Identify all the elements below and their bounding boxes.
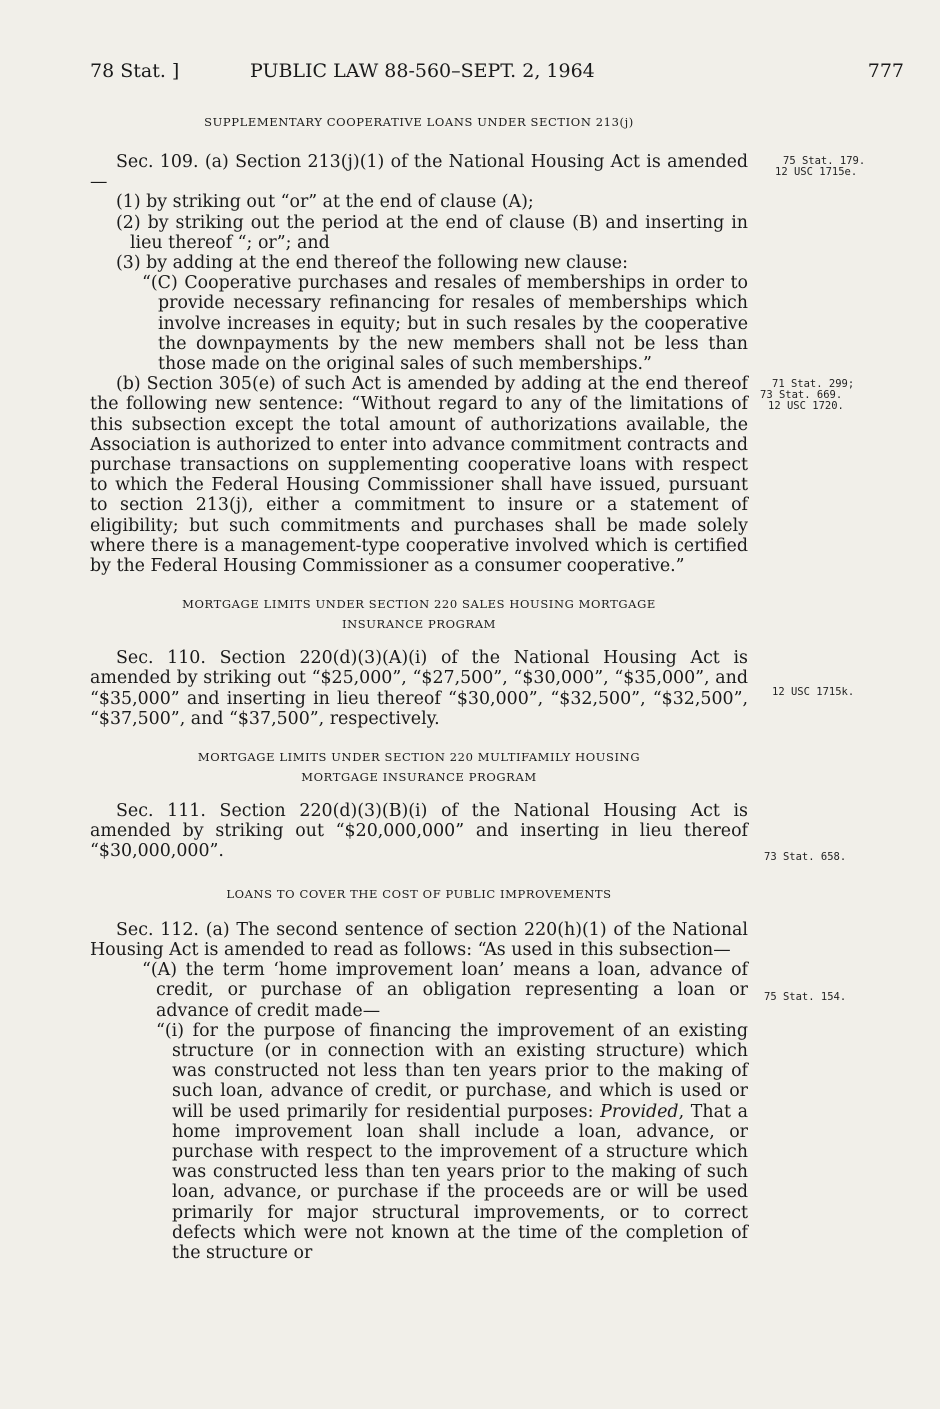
heading-line: INSURANCE PROGRAM — [341, 617, 496, 632]
sec-112-A: “(A) the term ‘home improvement loan’ means a loan, advance of credit, or purchase of an obligation representing a loan or advance of credit made— — [142, 960, 748, 1021]
page-number: 777 — [867, 60, 904, 82]
section-heading-220-multifamily — [90, 747, 748, 787]
margin-note-109b — [760, 379, 854, 412]
margin-citation: 12 USC 1715e. — [775, 166, 858, 178]
margin-note-112 — [764, 992, 846, 1003]
sec-109-clause-3: (3) by adding at the end thereof the following new clause: — [116, 253, 628, 274]
margin-citation: 73 Stat. 658. — [764, 851, 847, 863]
heading-line: MORTGAGE LIMITS UNDER SECTION 220 SALES HOUSING MORTGAGE — [182, 597, 656, 612]
margin-note-111 — [764, 852, 846, 863]
sec-109-clause-C: “(C) Cooperative purchases and resales of memberships in order to provide necessary refinancing for resales of memberships which involve increases in equity; but in such resales by the cooperative the downpayments by the new members shall not be less than those made on the original sales of such memberships.” — [142, 273, 748, 375]
header-stat-ref: 78 Stat. ] — [90, 60, 180, 82]
sec-109-b: (b) Section 305(e) of such Act is amended by adding at the end thereof the following new sentence: “Without regard to any of the limitations of this subsection except the total amount of authorizations available, the Association is authorized to enter into advance commitment contracts and purchase transactions on supplementing cooperative loans with respect to which the Federal Housing Commissioner shall have issued, pursuant to section 213(j), either a commitment to insure or a statement of eligibility; but such commitments and purchases shall be made solely where there is a management-type cooperative involved which is certified by the Federal Housing Commissioner as a consumer cooperative.” — [90, 374, 748, 577]
sec-109-clause-2: (2) by striking out the period at the end of clause (B) and inserting in lieu thereof “; or”; and — [116, 212, 748, 253]
section-heading-213j: SUPPLEMENTARY COOPERATIVE LOANS UNDER SECTION 213(j) — [204, 115, 634, 129]
section-heading-220-sales — [90, 594, 748, 634]
sec-112-intro: Sec. 112. (a) The second sentence of section 220(h)(1) of the National Housing Act is amended to read as follows: “As used in this subsection— — [90, 919, 748, 960]
heading-line: MORTGAGE LIMITS UNDER SECTION 220 MULTIFAMILY HOUSING — [197, 750, 641, 765]
header-title: PUBLIC LAW 88-560–SEPT. 2, 1964 — [250, 60, 595, 82]
margin-note-109a — [775, 156, 865, 178]
margin-note-110 — [772, 687, 854, 698]
margin-citation: 73 Stat. 669. — [760, 389, 843, 401]
margin-citation: 71 Stat. 299; — [772, 378, 855, 390]
margin-citation: 75 Stat. 179. — [783, 155, 866, 167]
margin-citation: 12 USC 1720. — [768, 400, 844, 412]
margin-citation: 12 USC 1715k. — [772, 686, 855, 698]
sec-112-i-text: “(i) for the purpose of financing the improvement of an existing structure (or in connection with an existing structure) which was constructed not less than ten years prior to the making of such loan, advance of credit, or purchase, and which is used or will be used primarily for residential purposes: — [156, 1020, 748, 1122]
heading-line: MORTGAGE INSURANCE PROGRAM — [301, 770, 537, 785]
sec-112-i — [90, 1021, 748, 1263]
page-header — [90, 60, 904, 90]
document-body — [90, 112, 748, 1263]
sec-109-intro: Sec. 109. (a) Section 213(j)(1) of the National Housing Act is amended— — [90, 152, 748, 193]
provided-term: Provided — [600, 1101, 679, 1122]
sec-109-clause-1: (1) by striking out “or” at the end of clause (A); — [116, 192, 534, 213]
sec-112-i-text-cont: , That a home improvement loan shall include a loan, advance, or purchase with respect to the improvement of a structure which was constructed less than ten years prior to the making of such loan, advance, or purchase if the proceeds are or will be used primarily for major structural improvements, or to correct defects which were not known at the time of the completion of the structure or — [172, 1101, 748, 1263]
section-heading-public-improvements: LOANS TO COVER THE COST OF PUBLIC IMPROVEMENTS — [226, 886, 612, 901]
sec-111: Sec. 111. Section 220(d)(3)(B)(i) of the National Housing Act is amended by striking out “$20,000,000” and inserting in lieu thereof “$30,000,000”. — [90, 801, 748, 862]
sec-110: Sec. 110. Section 220(d)(3)(A)(i) of the National Housing Act is amended by striking out “$25,000”, “$27,500”, “$30,000”, “$35,000”, and “$35,000” and inserting in lieu thereof “$30,000”, “$32,500”, “$32,500”, “$37,500”, and “$37,500”, respectively. — [90, 648, 748, 729]
margin-citation: 75 Stat. 154. — [764, 991, 847, 1003]
